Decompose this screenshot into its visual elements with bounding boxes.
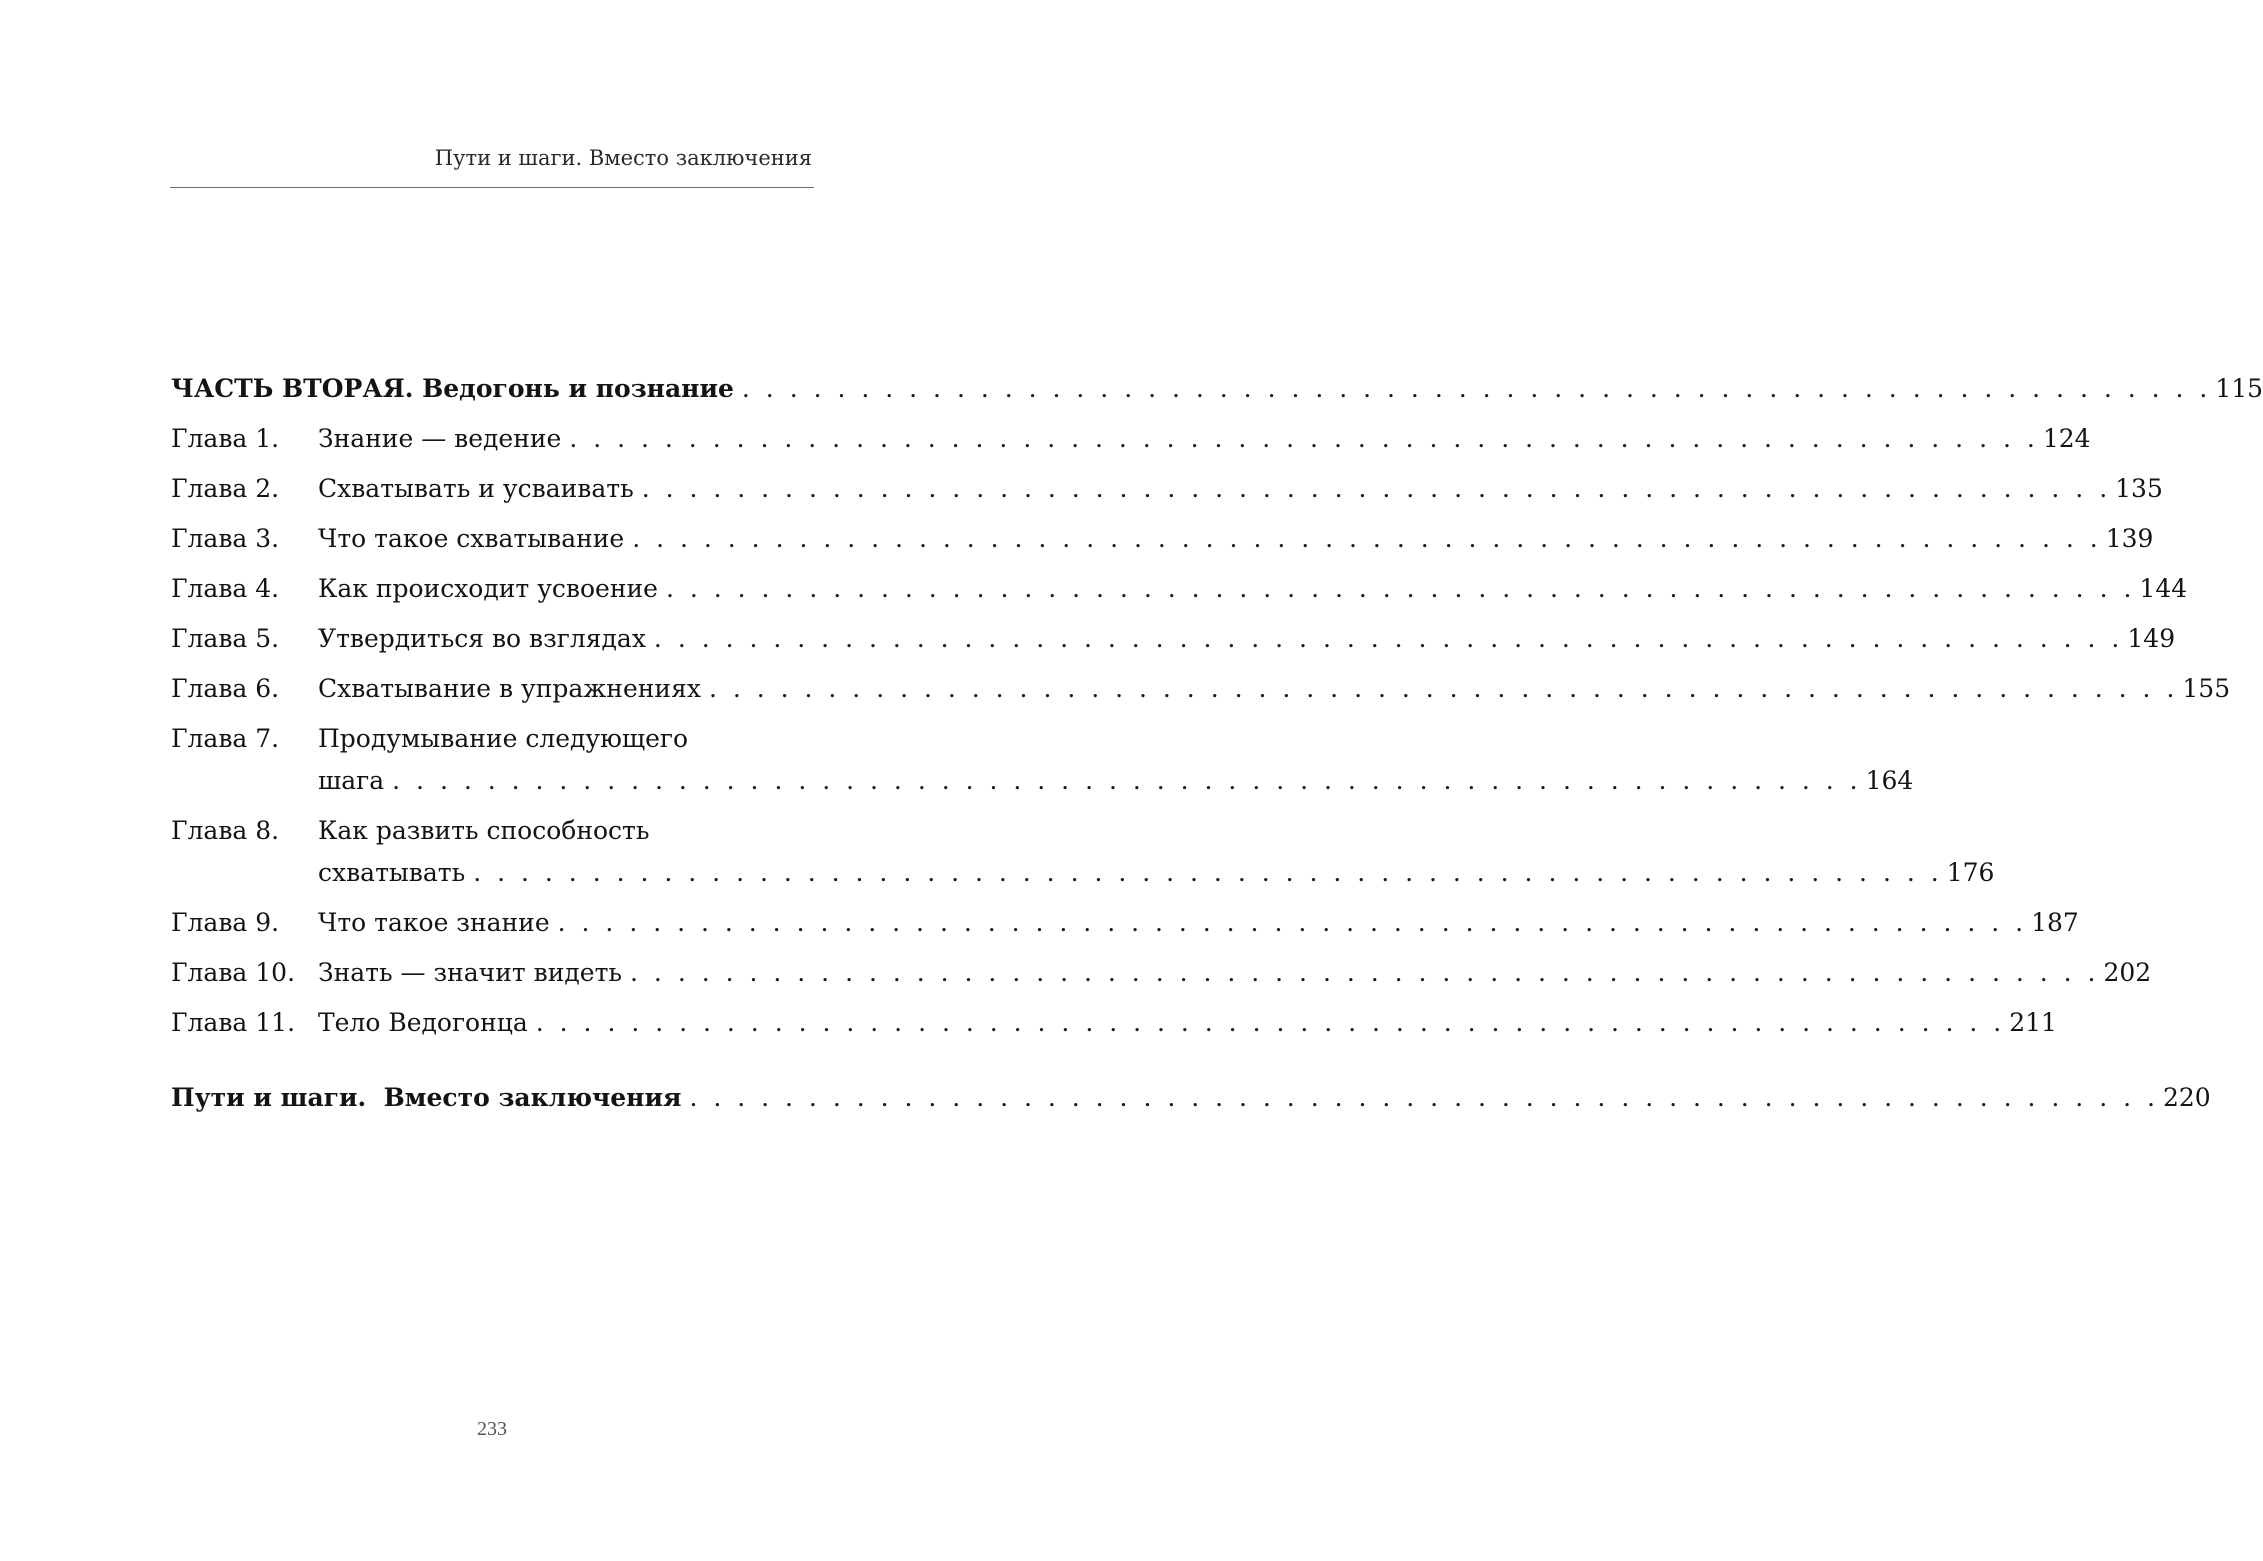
toc-entry-body: [171, 368, 2263, 410]
chapter-page: 149: [2127, 624, 2176, 653]
toc-chapter-10[interactable]: [171, 952, 2152, 994]
toc-chapter-5[interactable]: [171, 618, 2176, 660]
dot-leader: . . . . . . . . . . . . . . . . . . . . . . . . . . . . . . . . . . . . . . . . . . . . . . . . . . . . . . . . . . . . . .: [569, 424, 2039, 453]
page-number: 233: [477, 1418, 507, 1440]
table-of-contents: [171, 368, 2263, 1127]
chapter-title-line1: Как развить способность: [318, 816, 650, 845]
chapter-title-line2: схватывать: [318, 858, 466, 887]
chapter-number: Глава 8.: [171, 816, 280, 845]
chapter-page: 155: [2182, 674, 2231, 703]
toc-chapter-1[interactable]: [171, 418, 2091, 460]
conclusion-title: Пути и шаги. Вместо заключения: [171, 1083, 682, 1112]
chapter-title: Тело Ведогонца: [318, 1008, 528, 1037]
chapter-number: Глава 3.: [171, 524, 280, 553]
dot-leader: . . . . . . . . . . . . . . . . . . . . . . . . . . . . . . . . . . . . . . . . . . . . . . . . . . . . . . . . . . . . . .: [473, 858, 1943, 887]
chapter-title: Знать — значит видеть: [318, 958, 623, 987]
running-head: Пути и шаги. Вместо заключения: [434, 146, 812, 170]
toc-chapter-11[interactable]: [171, 1002, 2057, 1044]
chapter-title: Что такое знание: [318, 908, 550, 937]
part-title: ЧАСТЬ ВТОРАЯ. Ведогонь и познание: [171, 374, 734, 403]
header-rule: [170, 187, 814, 188]
chapter-page: 139: [2105, 524, 2154, 553]
chapter-page: 211: [2009, 1008, 2057, 1037]
chapter-title: Схватывание в упражнениях: [318, 674, 701, 703]
toc-chapter-7[interactable]: [171, 718, 1914, 802]
chapter-number: Глава 1.: [171, 424, 280, 453]
toc-chapter-6[interactable]: [171, 668, 2231, 710]
chapter-title: Утвердиться во взглядах: [318, 624, 646, 653]
dot-leader: . . . . . . . . . . . . . . . . . . . . . . . . . . . . . . . . . . . . . . . . . . . . . . . . . . . . . . . . . . . . . .: [630, 958, 2100, 987]
dot-leader: . . . . . . . . . . . . . . . . . . . . . . . . . . . . . . . . . . . . . . . . . . . . . . . . . . . . . . . . . . . . . .: [535, 1008, 2006, 1037]
chapter-number: Глава 11.: [171, 1008, 296, 1037]
chapter-page: 202: [2103, 958, 2152, 987]
chapter-number: Глава 9.: [171, 908, 280, 937]
toc-chapter-2[interactable]: [171, 468, 2163, 510]
toc-part-entry[interactable]: [171, 368, 2263, 410]
chapter-page: 164: [1865, 766, 1914, 795]
dot-leader: . . . . . . . . . . . . . . . . . . . . . . . . . . . . . . . . . . . . . . . . . . . . . . . . . . . . . . . . . . . . . .: [632, 524, 2102, 553]
chapter-title: Как происходит усвоение: [318, 574, 658, 603]
part-page: 115: [2215, 374, 2263, 403]
toc-chapter-8[interactable]: [171, 810, 1995, 894]
dot-leader: . . . . . . . . . . . . . . . . . . . . . . . . . . . . . . . . . . . . . . . . . . . . . . . . . . . . . . . . . . . . . .: [708, 674, 2179, 703]
dot-leader: . . . . . . . . . . . . . . . . . . . . . . . . . . . . . . . . . . . . . . . . . . . . . . . . . . . . . . . . . . . . . .: [557, 908, 2028, 937]
chapter-title: Что такое схватывание: [318, 524, 625, 553]
chapter-number: Глава 2.: [171, 474, 280, 503]
chapter-page: 135: [2115, 474, 2163, 503]
dot-leader: . . . . . . . . . . . . . . . . . . . . . . . . . . . . . . . . . . . . . . . . . . . . . . . . . . . . . . . . . . . . . .: [665, 574, 2136, 603]
dot-leader: . . . . . . . . . . . . . . . . . . . . . . . . . . . . . . . . . . . . . . . . . . . . . . . . . . . . . . . . . . . . . .: [653, 624, 2124, 653]
chapter-title-line2: шага: [318, 766, 385, 795]
chapter-number: Глава 7.: [171, 724, 280, 753]
dot-leader: . . . . . . . . . . . . . . . . . . . . . . . . . . . . . . . . . . . . . . . . . . . . . . . . . . . . . . . . . . . . . .: [689, 1083, 2159, 1112]
chapter-title: Схватывать и усваивать: [318, 474, 634, 503]
toc-chapter-9[interactable]: [171, 902, 2079, 944]
chapter-number: Глава 10.: [171, 958, 296, 987]
toc-conclusion-entry[interactable]: [171, 1077, 2211, 1119]
conclusion-page: 220: [2162, 1083, 2211, 1112]
chapter-page: 187: [2031, 908, 2079, 937]
chapter-title: Знание — ведение: [318, 424, 562, 453]
chapter-number: Глава 6.: [171, 674, 280, 703]
chapter-number: Глава 5.: [171, 624, 280, 653]
toc-chapter-3[interactable]: [171, 518, 2154, 560]
toc-chapter-4[interactable]: [171, 568, 2188, 610]
chapter-page: 144: [2139, 574, 2188, 603]
chapter-page: 124: [2042, 424, 2091, 453]
chapter-title-line1: Продумывание следующего: [318, 724, 689, 753]
dot-leader: . . . . . . . . . . . . . . . . . . . . . . . . . . . . . . . . . . . . . . . . . . . . . . . . . . . . . . . . . . . . . .: [392, 766, 1862, 795]
chapter-page: 176: [1946, 858, 1995, 887]
chapter-number: Глава 4.: [171, 574, 280, 603]
dot-leader: . . . . . . . . . . . . . . . . . . . . . . . . . . . . . . . . . . . . . . . . . . . . . . . . . . . . . . . . . . . . . .: [741, 374, 2212, 403]
dot-leader: . . . . . . . . . . . . . . . . . . . . . . . . . . . . . . . . . . . . . . . . . . . . . . . . . . . . . . . . . . . . . .: [641, 474, 2112, 503]
